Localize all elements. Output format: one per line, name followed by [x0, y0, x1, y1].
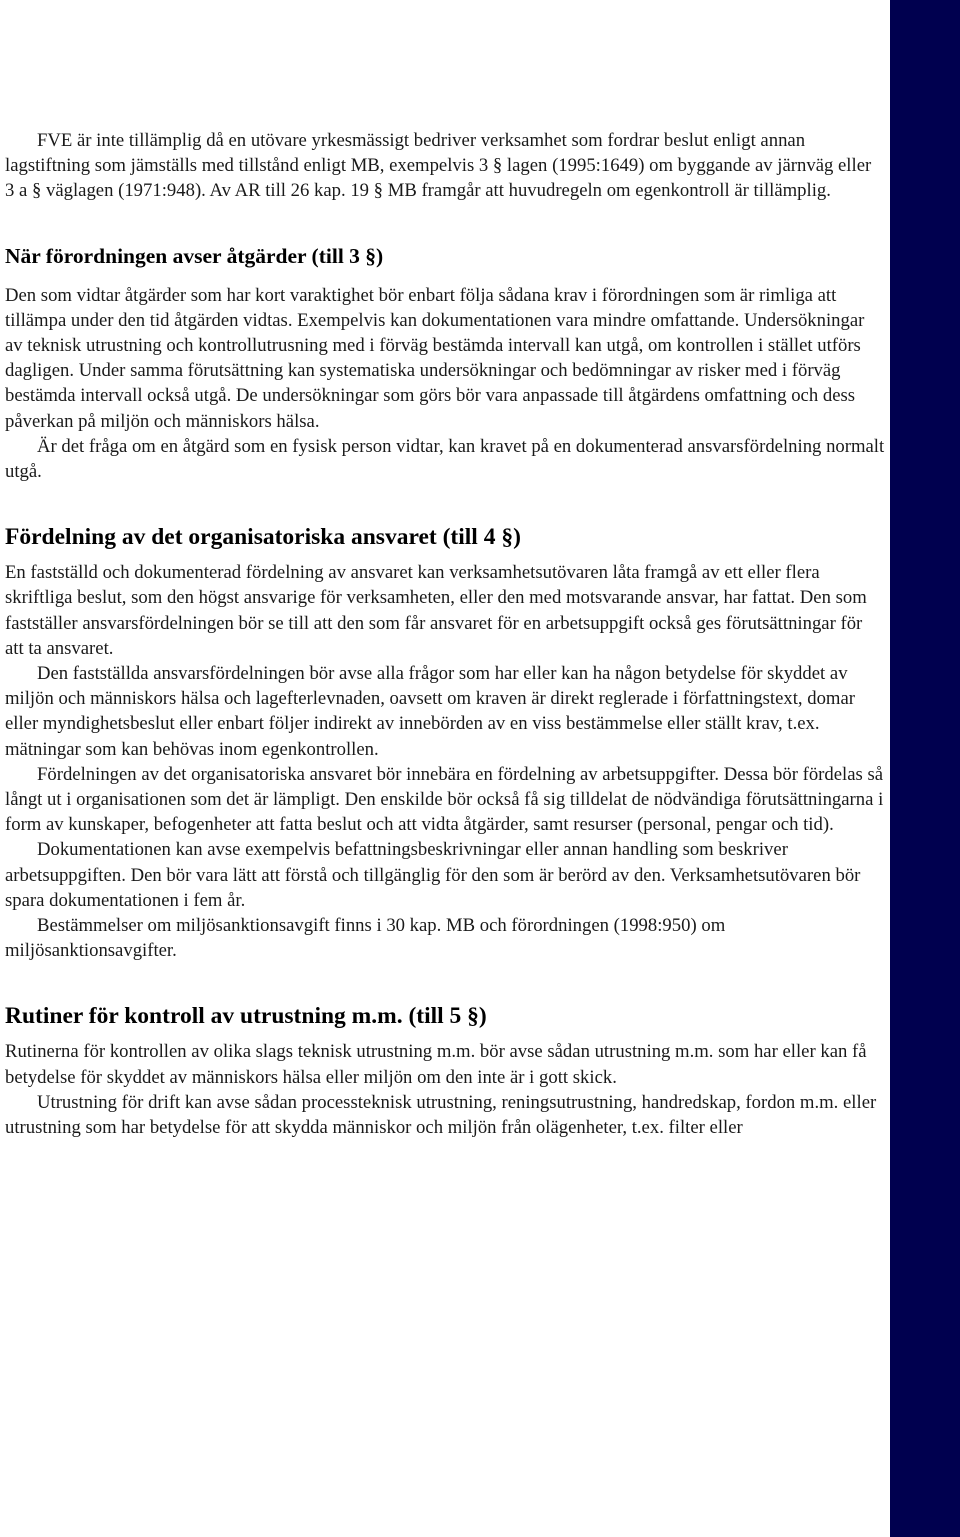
right-margin-bar: [890, 0, 960, 1537]
section1-paragraph-1: Den som vidtar åtgärder som har kort varaktighet bör enbart följa sådana krav i förordningen som är rimliga att tillämpa under den tid åtgärden vidtas. Exempelvis kan dokumentationen vara mindre omfattande. Undersökningar av teknisk utrustning och kontrollutrusning med i förväg bestämda intervall kan utgå, om kontrollen i stället utförs dagligen. Under samma förutsättning kan systematiska undersökningar och bedömningar av risker med i förväg bestämda intervall också utgå. De undersökningar som görs bör vara anpassade till åtgärdens omfattning och dess påverkan på miljön och människors hälsa.: [5, 284, 865, 432]
section2-paragraph-5: Bestämmelser om miljösanktionsavgift finns i 30 kap. MB och förordningen (1998:950) om miljösanktionsavgifter.: [5, 915, 726, 962]
section1-paragraph-2: Är det fråga om en åtgärd som en fysisk person vidtar, kan kravet på en dokumenterad ansvarsfördelning normalt utgå.: [5, 435, 885, 483]
section2-paragraph-1: En fastställd och dokumenterad fördelning av ansvaret kan verksamhetsutövaren låta framgå av ett eller flera skriftliga beslut, som den högst ansvarige för verksamheten, eller den med motsvarande ansvar, har fattat. Den som fastställer ansvarsfördelningen bör se till att den som får ansvaret för en arbetsuppgift också ges förutsättningar för att ta ansvaret.: [5, 562, 867, 659]
section2-paragraph-2: Den fastställda ansvarsfördelningen bör avse alla frågor som har eller kan ha någon betydelse för skyddet av miljön och människors hälsa och lagefterlevnaden, oavsett om kraven är direkt reglerade i författningstext, domar eller myndighetsbeslut eller enbart följer indirekt av innebörden av en viss bestämmelse eller ställt krav, t.ex. mätningar som kan behövas inom egenkontrollen.: [5, 663, 855, 760]
section3-paragraph-2: Utrustning för drift kan avse sådan processteknisk utrustning, reningsutrustning, handredskap, fordon m.m. eller utrustning som har betydelse för att skydda människor och miljön från olägenheter, t.ex. filter eller: [5, 1091, 877, 1139]
section-heading-atgarder: När förordningen avser åtgärder (till 3 §): [5, 243, 384, 268]
section-heading-fordelning: Fördelning av det organisatoriska ansvaret (till 4 §): [5, 524, 521, 551]
section2-paragraph-3: Fördelningen av det organisatoriska ansvaret bör innebära en fördelning av arbetsuppgifter. Dessa bör fördelas så långt ut i organisationen som det är lämpligt. Den enskilde bör också få sig tilldelat de nödvändiga förutsättningarna i form av kunskaper, befogenheter att fatta beslut och att vidta åtgärder, samt resurser (personal, pengar och tid).: [5, 763, 884, 836]
section2-paragraph-4: Dokumentationen kan avse exempelvis befattningsbeskrivningar eller annan handling som beskriver arbetsuppgiften. Den bör vara lätt att förstå och tillgänglig för den som är berörd av den. Verksamhetsutövaren bör spara dokumentationen i fem år.: [5, 839, 861, 911]
intro-paragraph: FVE är inte tillämplig då en utövare yrkesmässigt bedriver verksamhet som fordrar beslut enligt annan lagstiftning som jämställs med tillstånd enligt MB, exempelvis 3 § lagen (1995:1649) om byggande av järnväg eller 3 a § väglagen (1971:948). Av AR till 26 kap. 19 § MB framgår att huvudregeln om egenkontroll är tillämplig.: [5, 130, 872, 202]
section3-paragraph-1: Rutinerna för kontrollen av olika slags teknisk utrustning m.m. bör avse sådan utrustning m.m. som har eller kan få betydelse för skyddet av människors hälsa eller miljön om den inte är i gott skick.: [5, 1041, 867, 1088]
document-page: [5, 128, 885, 1140]
section-heading-rutiner: Rutiner för kontroll av utrustning m.m. (till 5 §): [5, 1003, 487, 1030]
